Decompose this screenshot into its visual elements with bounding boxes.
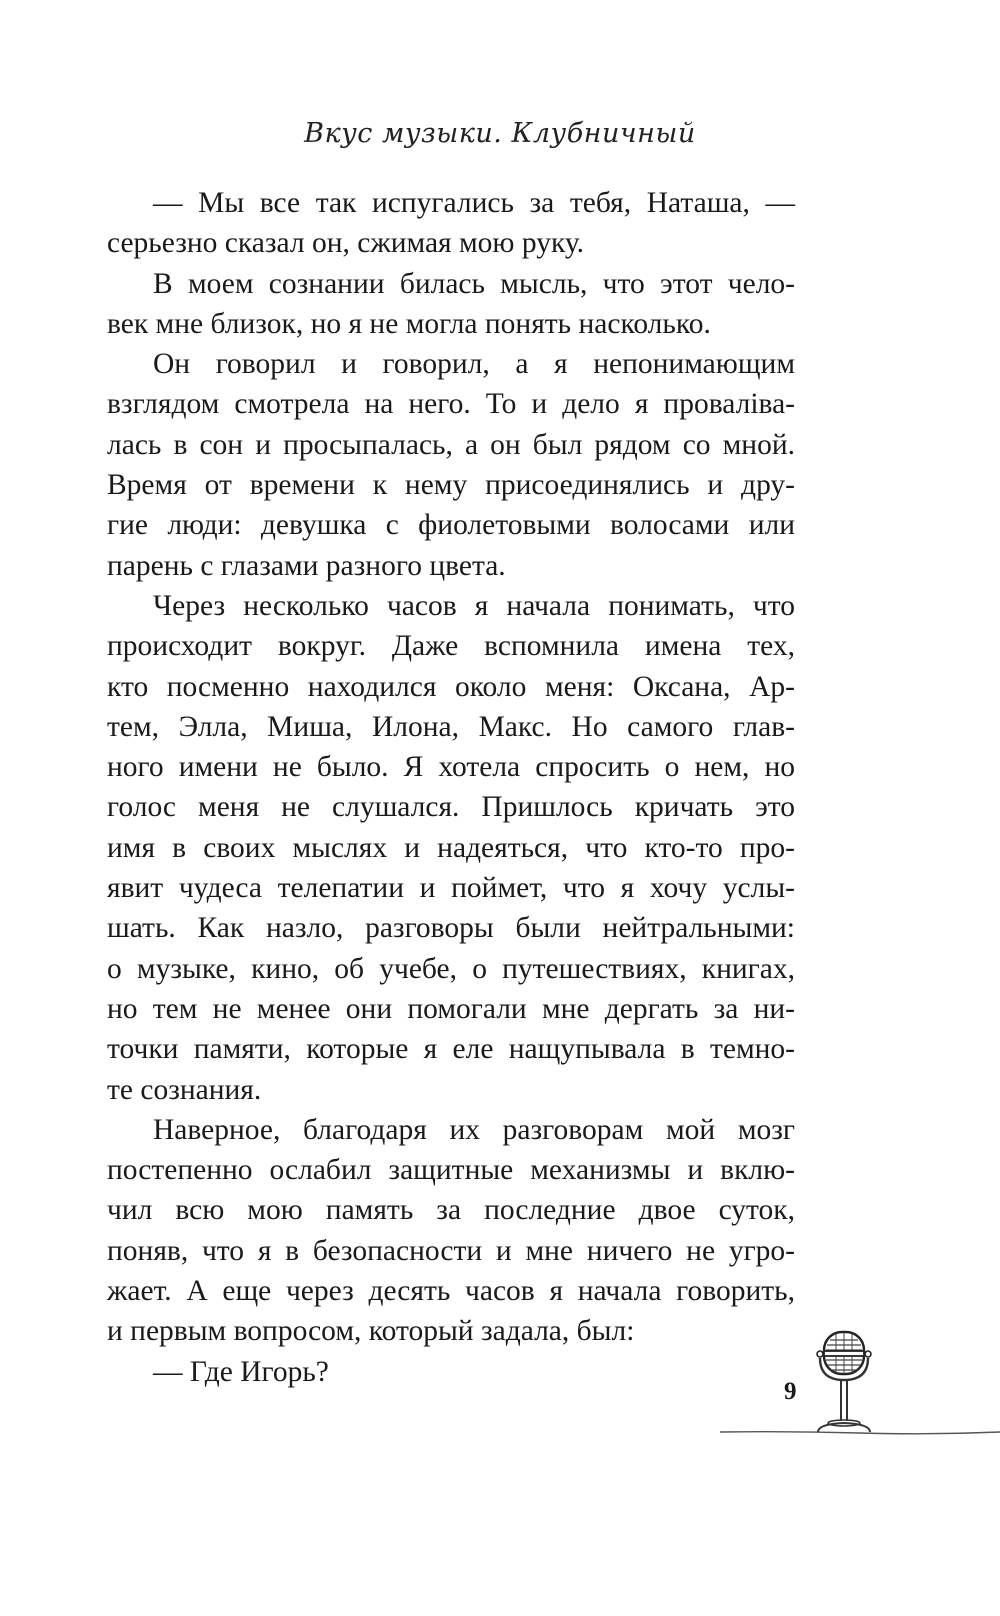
text-line: точки памяти, которые я еле нащупывала в темно- [107, 1033, 795, 1066]
text-line: Наверное, благодаря их разговорам мой мозг [153, 1113, 795, 1146]
microphone-icon [720, 1328, 1000, 1448]
text-line: голос меня не слушался. Пришлось кричать это [107, 791, 795, 824]
text-line: но тем не менее они помогали мне дергать за ни- [107, 992, 795, 1025]
text-line: поняв, что я в безопасности и мне ничего не угро- [107, 1234, 795, 1267]
text-line: лась в сон и просыпалась, а он был рядом со мной. [107, 428, 795, 461]
body-text [107, 183, 795, 1392]
text-line: явит чудеса телепатии и поймет, что я хочу услы- [107, 872, 795, 905]
text-line: и первым вопросом, который задала, был: [107, 1315, 635, 1348]
text-line: чил всю мою память за последние двое суток, [107, 1194, 795, 1227]
text-line: те сознания. [107, 1073, 262, 1106]
text-line: кто посменно находился около меня: Оксана, Ар- [107, 670, 795, 703]
text-line: взглядом смотрела на него. То и дело я проваліва- [107, 388, 795, 421]
running-head: Вкус музыки. Клубничный [304, 118, 696, 149]
text-line: — Где Игорь? [153, 1355, 329, 1388]
text-line: — Мы все так испугались за тебя, Наташа, — [153, 187, 795, 219]
text-line: тем, Элла, Миша, Илона, Макс. Но самого глав- [107, 710, 795, 743]
text-line: В моем сознании билась мысль, что этот чело- [153, 267, 795, 300]
text-line: Через несколько часов я начала понимать, что [153, 589, 795, 622]
text-line: серьезно сказал он, сжимая мою руку. [107, 227, 585, 260]
page-number: 9 [784, 1378, 797, 1405]
text-line: шать. Как назло, разговоры были нейтральными: [107, 912, 795, 945]
text-line: гие люди: девушка с фиолетовыми волосами или [107, 509, 795, 542]
text-line: постепенно ослабил защитные механизмы и вклю- [107, 1154, 795, 1187]
text-line: Он говорил и говорил, а я непонимающим [153, 348, 795, 381]
text-line: имя в своих мыслях и надеяться, что кто-то про- [107, 831, 795, 864]
text-line: ного имени не было. Я хотела спросить о нем, но [107, 751, 795, 784]
text-line: Время от времени к нему присоединялись и дру- [107, 469, 795, 502]
text-line: парень с глазами разного цвета. [107, 549, 506, 582]
text-line: жает. А еще через десять часов я начала говорить, [107, 1275, 795, 1308]
text-line: происходит вокруг. Даже вспомнила имена тех, [107, 630, 795, 663]
text-line: век мне близок, но я не могла понять насколько. [107, 307, 711, 340]
text-line: о музыке, кино, об учебе, о путешествиях, книгах, [107, 952, 795, 985]
